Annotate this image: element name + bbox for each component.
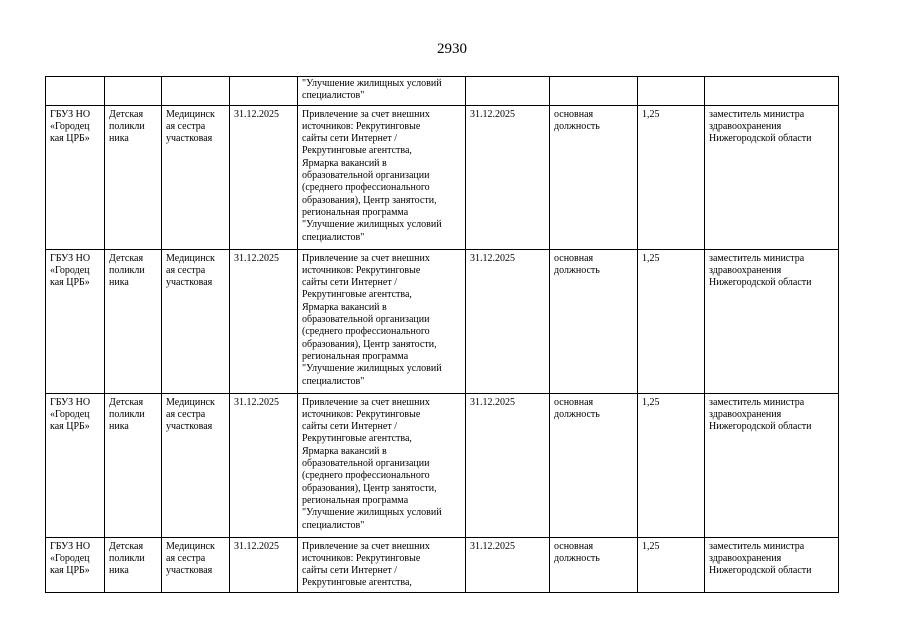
cell-rate: 1,25 <box>638 249 705 393</box>
cell-department: Детская поликли ника <box>105 105 162 249</box>
cell-measures: Привлечение за счет внешних источников: Рекрутинговые сайты сети Интернет / Рекрутинговые агентства, Ярмарка вакансий в образовательной организации (среднего профессионального образования), Центр занятости, региональная программа "Улучшение жилищных условий специалистов" <box>298 393 466 537</box>
cell-measures: Привлечение за счет внешних источников: Рекрутинговые сайты сети Интернет / Рекрутинговые агентства, <box>298 537 466 592</box>
cell-organization: ГБУЗ НО «Городец кая ЦРБ» <box>46 537 105 592</box>
cell-position-type: основная должность <box>550 105 638 249</box>
cell-responsible: заместитель министра здравоохранения Нижегородской области <box>705 537 839 592</box>
table-row <box>46 393 839 537</box>
cell-department: Детская поликли ника <box>105 249 162 393</box>
cell-position-type: основная должность <box>550 537 638 592</box>
cell-vacancy-date: 31.12.2025 <box>230 105 298 249</box>
cell-position-type: основная должность <box>550 249 638 393</box>
cell-rate: 1,25 <box>638 393 705 537</box>
cell-deadline: 31.12.2025 <box>466 537 550 592</box>
cell-department: Детская поликли ника <box>105 537 162 592</box>
table-row <box>46 105 839 249</box>
cell-department: Детская поликли ника <box>105 393 162 537</box>
cell-responsible: заместитель министра здравоохранения Нижегородской области <box>705 105 839 249</box>
cell-position: Медицинск ая сестра участковая <box>162 537 230 592</box>
cell-organization: ГБУЗ НО «Городец кая ЦРБ» <box>46 249 105 393</box>
cell-position: Медицинск ая сестра участковая <box>162 249 230 393</box>
cell-organization: ГБУЗ НО «Городец кая ЦРБ» <box>46 393 105 537</box>
cell-department <box>105 77 162 106</box>
cell-position: Медицинск ая сестра участковая <box>162 393 230 537</box>
cell-measures: Привлечение за счет внешних источников: Рекрутинговые сайты сети Интернет / Рекрутинговые агентства, Ярмарка вакансий в образовательной организации (среднего профессионального образования), Центр занятости, региональная программа "Улучшение жилищных условий специалистов" <box>298 105 466 249</box>
table-row <box>46 537 839 592</box>
table-row <box>46 249 839 393</box>
cell-deadline: 31.12.2025 <box>466 249 550 393</box>
table-row-continuation <box>46 77 839 106</box>
cell-vacancy-date: 31.12.2025 <box>230 393 298 537</box>
cell-measures: Привлечение за счет внешних источников: Рекрутинговые сайты сети Интернет / Рекрутинговые агентства, Ярмарка вакансий в образовательной организации (среднего профессионального образования), Центр занятости, региональная программа "Улучшение жилищных условий специалистов" <box>298 249 466 393</box>
cell-organization: ГБУЗ НО «Городец кая ЦРБ» <box>46 105 105 249</box>
cell-rate: 1,25 <box>638 105 705 249</box>
cell-responsible: заместитель министра здравоохранения Нижегородской области <box>705 393 839 537</box>
cell-vacancy-date <box>230 77 298 106</box>
cell-vacancy-date: 31.12.2025 <box>230 249 298 393</box>
cell-position <box>162 77 230 106</box>
cell-responsible: заместитель министра здравоохранения Нижегородской области <box>705 249 839 393</box>
cell-position-type <box>550 77 638 106</box>
cell-rate: 1,25 <box>638 537 705 592</box>
cell-responsible <box>705 77 839 106</box>
cell-deadline <box>466 77 550 106</box>
cell-position-type: основная должность <box>550 393 638 537</box>
cell-deadline: 31.12.2025 <box>466 393 550 537</box>
cell-deadline: 31.12.2025 <box>466 105 550 249</box>
cell-rate <box>638 77 705 106</box>
cell-measures: "Улучшение жилищных условий специалистов" <box>298 77 466 106</box>
cell-vacancy-date: 31.12.2025 <box>230 537 298 592</box>
cell-position: Медицинск ая сестра участковая <box>162 105 230 249</box>
staffing-table <box>45 76 839 593</box>
cell-organization <box>46 77 105 106</box>
page-number: 2930 <box>437 41 467 57</box>
